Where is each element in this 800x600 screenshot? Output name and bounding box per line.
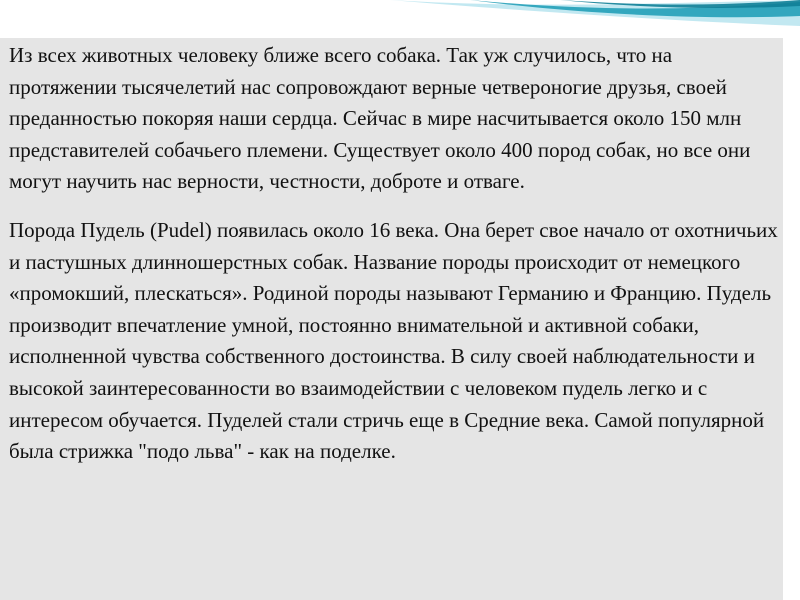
paragraph-poodle: Порода Пудель (Pudel) появилась около 16 века. Она берет свое начало от охотничьих и пастушных длинношерстных собак. Название породы происходит от немецкого «промокший, плескаться». Родиной породы называют Германию и Францию. Пудель производит впечатление умной, постоянно внимательной и активной собаки, исполненной чувства собственного достоинства. В силу своей наблюдательности и высокой заинтересованности во взаимодействии с человеком пудель легко и с интересом обучается. Пуделей стали стричь еще в Средние века. Самой популярной была стрижка "подо льва" - как на поделке. <box>9 217 778 464</box>
paragraph-intro: Из всех животных человеку ближе всего собака. Так уж случилось, что на протяжении тысячелетий нас сопровождают верные четвероногие друзья, своей преданностью покоряя наши сердца. Сейчас в мире насчитывается около 150 млн представителей собачьего племени. Существует около 400 пород собак, но все они могут научить нас верности, честности, доброте и отваге. <box>9 43 751 194</box>
text-content <box>9 40 779 468</box>
